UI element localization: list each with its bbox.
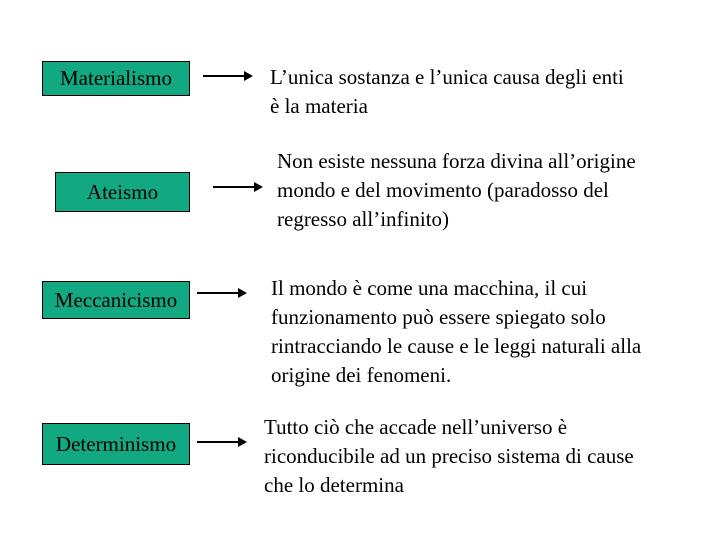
description-line: origine dei fenomeni. (271, 363, 452, 387)
term-box-meccanicismo (42, 281, 190, 319)
description-line: regresso all’infinito) (277, 207, 450, 231)
description-line: che lo determina (264, 473, 404, 497)
description-line: è la materia (270, 94, 368, 118)
description-ateismo (277, 147, 636, 234)
description-line: Il mondo è come una macchina, il cui (271, 276, 588, 300)
description-line: funzionamento può essere spiegato solo (271, 305, 606, 329)
arrow-right-icon (197, 435, 247, 449)
arrow-right-icon (197, 286, 247, 300)
description-line: riconducibile ad un preciso sistema di cause (264, 444, 634, 468)
term-box-determinismo (42, 423, 190, 465)
description-materialismo (270, 63, 624, 121)
arrow-right-icon (203, 69, 253, 83)
description-line: Non esiste nessuna forza divina all’origine (277, 149, 636, 173)
term-label-ateismo: Ateismo (86, 179, 159, 204)
description-line: Tutto ciò che accade nell’universo è (264, 415, 568, 439)
description-line: rintracciando le cause e le leggi naturali alla (271, 334, 642, 358)
term-box-ateismo (55, 172, 190, 212)
term-label-materialismo: Materialismo (60, 66, 172, 90)
arrow-right-icon (213, 180, 263, 194)
description-line: L’unica sostanza e l’unica causa degli enti (270, 65, 624, 89)
description-line: mondo e del movimento (paradosso del (277, 178, 609, 202)
term-label-meccanicismo: Meccanicismo (54, 287, 178, 312)
description-determinismo (264, 413, 634, 500)
term-label-determinismo: Determinismo (55, 431, 177, 456)
term-box-materialismo (42, 61, 190, 96)
description-meccanicismo (271, 274, 641, 390)
